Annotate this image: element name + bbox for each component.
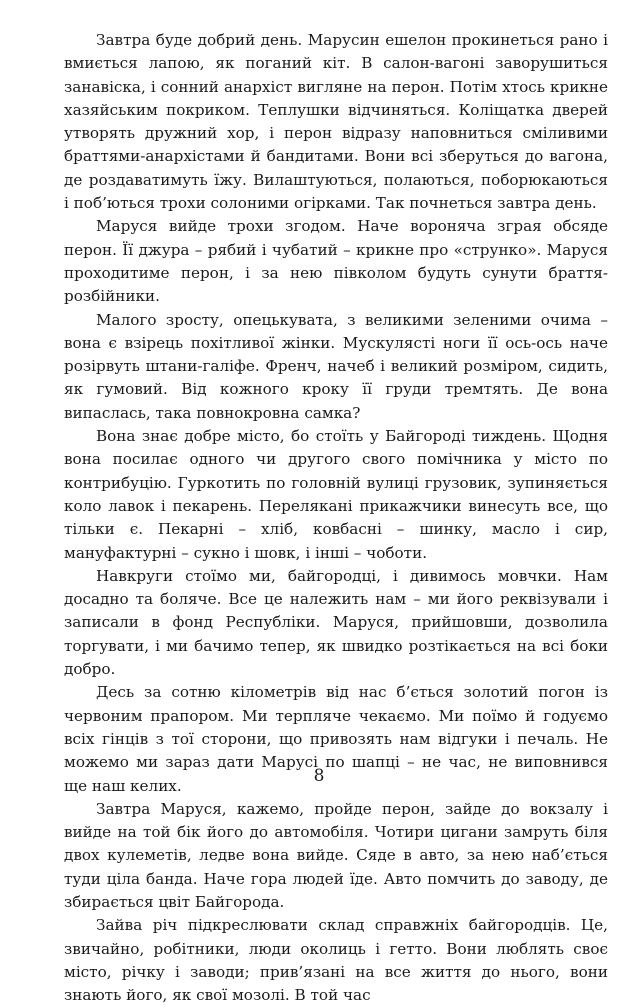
paragraph-3: Малого зросту, опецькувата, з великими зеленими очима – вона є взірець похітливої жінки. Мускулясті ноги її ось-ось наче розірвуть штани-галіфе. Френч, начеб і великий розміром, сидить, як гумовий. Від кожного кроку її груди тремтять. Де вона випаслась, така повнокровна самка? [64,310,608,422]
paragraph-6: Десь за сотню кілометрів від нас б’ється золотий погон із червоним прапором. Ми терпляче чекаємо. Ми поїмо й годуємо всіх гінців з тої сторони, що привозять нам відгуки і печаль. Не можемо ми зараз дати Марусі по шапці – не час, не виповнився ще наш келих. [64,683,608,795]
paragraph-4: Вона знає добре місто, бо стоїть у Байгороді тиждень. Щодня вона посилає одного чи другого свого помічника у місто по контрибуцію. Гуркотить по головній вулиці грузовик, зупиняється коло лавок і пекарень. Переляканi прикажчики винесуть все, що тільки є. Пекарні – хліб, ковбасні – шинку, масло і сир, мануфактурні – сукно і шовк, і інші – чоботи. [64,427,608,562]
page-body [64,29,608,1007]
paragraph-5: Навкруги стоїмо ми, байгородці, і дивимось мовчки. Нам досадно та боляче. Все це належить нам – ми його реквізували і записали в фонд Республіки. Маруся, прийшовши, дозволила торгувати, і ми бачимо тепер, як швидко розтікається на всі боки добро. [64,566,608,679]
paragraph-2: Маруся вийде трохи згодом. Наче вороняча зграя обсяде перон. Її джура – рябий і чубатий – крикне про «струнко». Маруся проходитиме перон, і за нею півколом будуть сунути браття-розбійники. [64,217,608,306]
paragraph-1: Завтра буде добрий день. Марусин ешелон прокинеться рано і вмиється лапою, як поганий кіт. В салон-вагоні заворушиться занавіска, і сонний анархіст вигляне на перон. Потім хтось крикне хазяйським покриком. Теплушки відчиняться. Коліщатка дверей утворять дружний хор, і перон відразу наповниться сміливими браттями-анархістами й бандитами. Вони всі зберуться до вагона, де роздаватимуть їжу. Вилаштуються, полаються, поборюкаються і поб’ються трохи солоними огірками. Так почнеться завтра день. [64,31,608,213]
page-number: 8 [313,766,325,786]
paragraph-8: Зайва річ підкреслювати склад справжніх байгородців. Це, звичайно, робітники, люди околиць і гетто. Вони люблять своє місто, річку і заводи; прив’язані на все життя до нього, вони знають його, як свої мозолі. В той час [64,916,608,1005]
paragraph-7: Завтра Маруся, кажемо, пройде перон, зайде до вокзалу і вийде на той бік його до автомобіля. Чотири цигани замруть біля двох кулеметів, ледве вона вийде. Сяде в авто, за нею наб’ється туди ціла банда. Наче гора людей їде. Авто помчить до заводу, де збирається цвіт Байгорода. [64,799,608,911]
